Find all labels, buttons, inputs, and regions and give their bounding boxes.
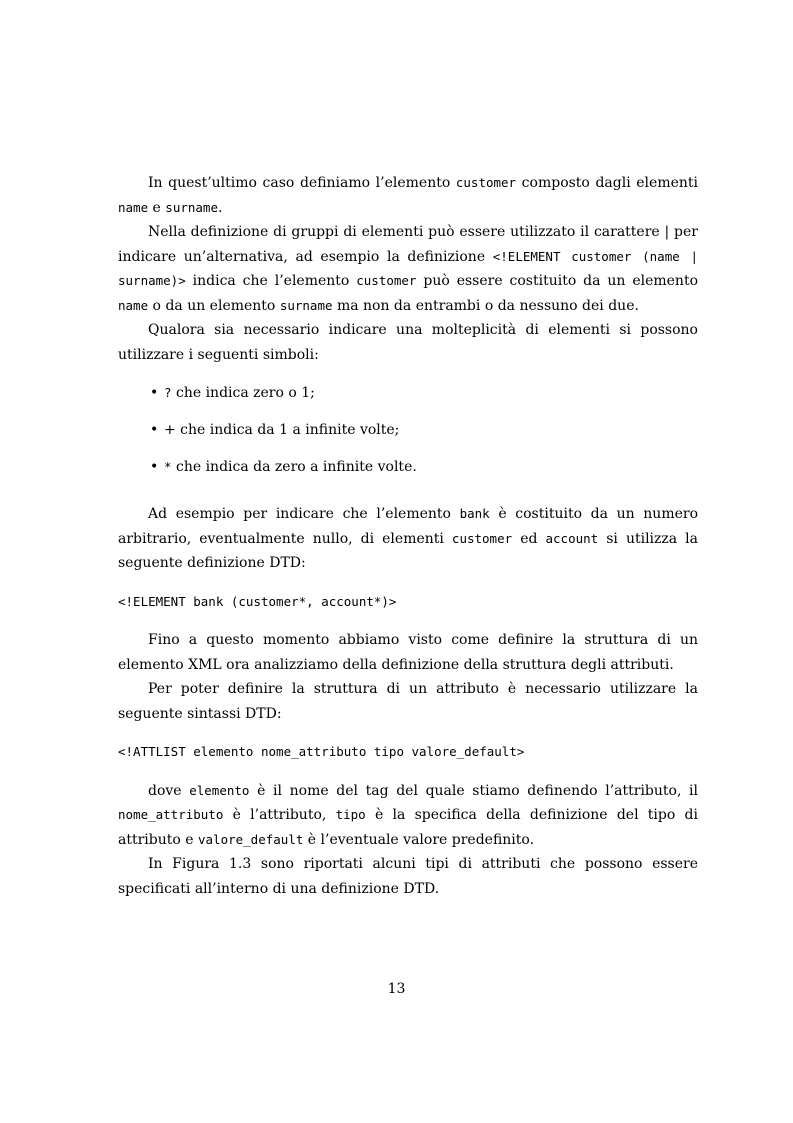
inline-code: nome_attributo: [118, 807, 224, 822]
text: o da un elemento: [148, 297, 280, 314]
inline-code: bank: [459, 506, 490, 521]
text: è costituito da un numero arbitrario, eventualmente nullo, di elementi: [118, 506, 698, 547]
paragraph-8: [118, 852, 698, 901]
bullet-icon: •: [150, 385, 159, 401]
text: In Figura 1.3 sono riportati alcuni tipi di attributi che possono essere specificati all’interno di una definizione DTD.: [118, 856, 698, 897]
inline-code: customer: [451, 530, 513, 546]
text: è il nome del tag del quale stiamo definendo l’attributo, il: [249, 782, 698, 799]
text: composto dagli elementi: [516, 175, 698, 191]
spacer: [118, 726, 698, 740]
paragraph-7: [118, 779, 698, 853]
paragraph-3: [118, 318, 698, 367]
list-item: [118, 455, 698, 492]
text: è l’eventuale valore predefinito.: [303, 831, 535, 848]
list-item: [118, 418, 698, 455]
text: Per poter definire la struttura di un attributo è necessario utilizzare la seguente sintassi DTD:: [118, 681, 698, 722]
code-block-attlist: <!ATTLIST elemento nome_attributo tipo valore_default>: [118, 744, 525, 759]
code-block-element: <!ELEMENT bank (customer*, account*)>: [118, 593, 397, 609]
inline-code: customer: [356, 273, 417, 288]
paragraph-2: [118, 220, 698, 318]
text: Nella definizione di gruppi di elementi può essere utilizzato il carattere | per indicare un’alternativa, ad esempio la definizione: [118, 224, 698, 265]
spacer: [118, 492, 698, 502]
text: e: [148, 199, 166, 216]
symbol: ?: [164, 385, 172, 400]
text: .: [217, 199, 223, 216]
inline-code: name: [118, 297, 149, 313]
inline-code: tipo: [335, 807, 366, 822]
text: Qualora sia necessario indicare una molteplicità di elementi si possono utilizzare i seguenti simboli:: [118, 322, 698, 363]
bullet-icon: •: [150, 459, 159, 475]
paragraph-4: [118, 502, 698, 576]
list-item: [118, 381, 698, 418]
inline-code: surname: [279, 297, 333, 313]
multiplicity-list: [118, 381, 698, 492]
paragraph-5: [118, 628, 698, 677]
paragraph-1: [118, 171, 698, 220]
text: si utilizza la seguente definizione DTD:: [118, 530, 698, 571]
text: che indica da zero a infinite volte.: [171, 459, 417, 475]
symbol: +: [164, 422, 176, 438]
text: è la specifica della definizione del tipo di attributo e: [118, 807, 698, 848]
text: In quest’ultimo caso definiamo l’elemento: [148, 175, 456, 191]
text: ed: [512, 530, 546, 547]
inline-code: customer: [455, 175, 517, 190]
text: Ad esempio per indicare che l’elemento: [148, 506, 460, 522]
spacer: [118, 614, 698, 628]
inline-code: elemento: [189, 782, 250, 798]
spacer: [118, 765, 698, 779]
inline-code: account: [545, 530, 599, 546]
text: ma non da entrambi o da nessuno dei due.: [332, 297, 639, 314]
paragraph-6: [118, 677, 698, 726]
text: è l’attributo,: [223, 807, 336, 823]
text: può essere costituito da un elemento: [416, 273, 699, 289]
page-number: 13: [387, 981, 406, 997]
inline-code: surname: [165, 199, 218, 215]
inline-code: valore_default: [198, 831, 304, 847]
bullet-icon: •: [150, 422, 159, 438]
text: che indica da 1 a infinite volte;: [175, 422, 400, 438]
inline-code: name: [118, 199, 149, 215]
text: indica che l’elemento: [185, 273, 357, 289]
text: Fino a questo momento abbiamo visto come definire la struttura di un elemento XML ora analizziamo della definizione della struttura degli attributi.: [118, 632, 698, 673]
inline-code: <!ELEMENT customer (name | surname)>: [118, 248, 698, 288]
symbol: *: [164, 459, 172, 474]
spacer: [118, 576, 698, 590]
page-body: [118, 171, 698, 901]
text: dove: [148, 782, 190, 799]
spacer: [118, 367, 698, 381]
text: che indica zero o 1;: [171, 385, 315, 401]
